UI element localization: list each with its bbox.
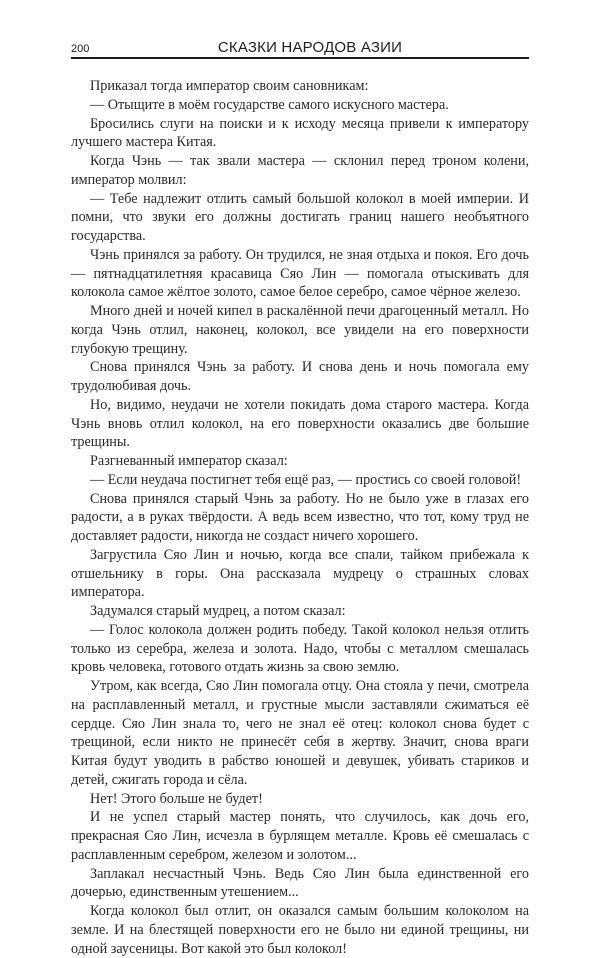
paragraph: Нет! Этого больше не будет! [90,790,263,807]
paragraph: Утром, как всегда, Сяо Лин помогала отцу. Она стояла у печи, смотрела на расплавленный металл, и грустные мысли заставляли сжиматься её сердце. Сяо Лин знала то, чего не знал её отец: колокол снова будет с трещиной, если никто не принесёт себя в жертву. Значит, снова враги Китая будут уводить в рабство юношей и девушек, убивать стариков и детей, сжигать города и сёла. [71,678,529,788]
story-text [71,77,529,958]
paragraph: Приказал тогда император своим сановникам: [90,78,369,94]
running-header [71,35,529,59]
paragraph: Когда колокол был отлит, он оказался самым большим колоколом на земле. И на блестящей поверхности его не было ни единой трещины, ни одной заусеницы. Вот какой это был колокол! [71,903,529,957]
paragraph: Но, видимо, неудачи не хотели покидать дома старого мастера. Когда Чэнь вновь отлил колокол, на его поверхности оказались две большие трещины. [71,396,529,451]
page-number: 200 [71,43,90,55]
running-title: СКАЗКИ НАРОДОВ АЗИИ [217,39,403,56]
paragraph: Заплакал несчастный Чэнь. Ведь Сяо Лин была единственной его дочерью, единственным утешением... [71,865,529,901]
paragraph: Снова принялся старый Чэнь за работу. Но не было уже в глазах его радости, а в руках твёрдости. А ведь всем известно, что тот, кому труд не доставляет радости, никогда не создаст ничего хорошего. [71,490,529,544]
paragraph: — Отыщите в моём государстве самого искусного мастера. [90,96,449,113]
paragraph: — Голос колокола должен родить победу. Такой колокол нельзя отлить только из серебра, железа и золота. Надо, чтобы с металлом смешалась кровь человека, готового отдать жизнь за свою землю. [71,621,529,676]
paragraph: Когда Чэнь — так звали мастера — склонил перед троном колени, император молвил: [71,153,529,188]
paragraph: — Тебе надлежит отлить самый большой колокол в моей империи. И помни, что звуки его должны достигать границ нашего необъятного государства. [71,190,529,244]
paragraph: И не успел старый мастер понять, что случилось, как дочь его, прекрасная Сяо Лин, исчезла в бурлящем металле. Кровь её смешалась с расплавленным серебром, железом и золотом... [71,809,529,863]
paragraph: — Если неудача постигнет тебя ещё раз, — простись со своей головой! [90,471,522,488]
paragraph: Много дней и ночей кипел в раскалённой печи драгоценный металл. Но когда Чэнь отлил, наконец, колокол, все увидели на его поверхности глубокую трещину. [71,303,529,357]
paragraph: Бросились слуги на поиски и к исходу месяца привели к императору лучшего мастера Китая. [71,115,529,151]
paragraph: Чэнь принялся за работу. Он трудился, не зная отдыха и покоя. Его дочь — пятнадцатилетняя красавица Сяо Лин — помогала отыскивать для колокола самое жёлтое золото, самое белое серебро, самое чёрное железо. [71,246,529,301]
paragraph: Снова принялся Чэнь за работу. И снова день и ночь помогала ему трудолюбивая дочь. [71,359,529,394]
paragraph: Загрустила Сяо Лин и ночью, когда все спали, тайком прибежала к отшельнику в горы. Она рассказала мудрецу о страшных словах императора. [71,546,529,601]
paragraph: Разгневанный император сказал: [90,453,288,469]
paragraph: Задумался старый мудрец, а потом сказал: [90,603,346,619]
